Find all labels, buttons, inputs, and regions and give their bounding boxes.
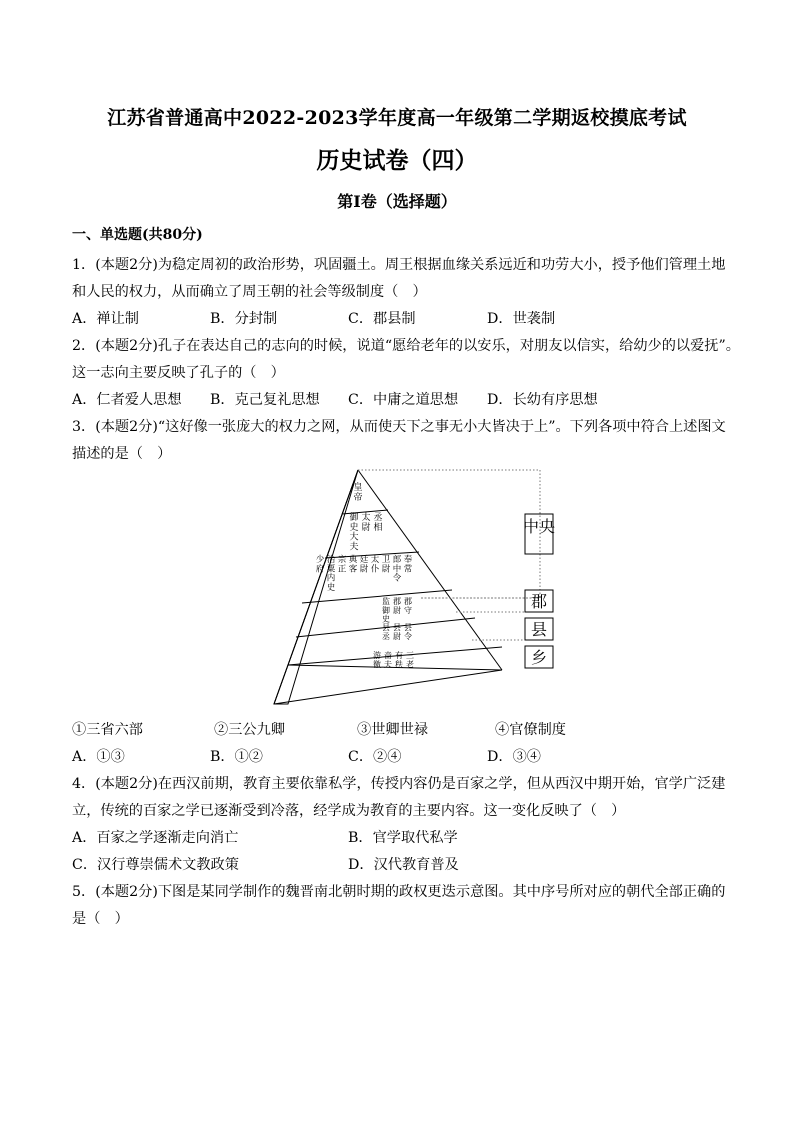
question-5-line-2: 是（ ）	[72, 911, 129, 927]
office-tier3-1: 郡尉	[393, 597, 401, 615]
question-2-line-1: 2．(本题2分)孔子在表达自己的志向的时候，说道“愿给老年的以安乐，对朋友以信实，给幼少的以爱抚”。	[72, 338, 740, 354]
office-tier5-3: 游徼	[373, 651, 381, 669]
office-tier2-3: 太仆	[370, 555, 380, 575]
question-2-option-c[interactable]: C．中庸之道思想	[348, 392, 459, 408]
label-county: 县	[530, 620, 548, 639]
section-heading: 一、单选题(共80分)	[72, 227, 203, 243]
office-tier2-2: 卫尉	[381, 555, 391, 575]
office-tier2-4: 廷尉	[359, 555, 369, 575]
question-2-line-2: 这一志向主要反映了孔子的（ ）	[72, 365, 285, 381]
exam-title: 江苏省普通高中2022-2023学年度高一年级第二学期返校摸底考试	[107, 107, 687, 129]
pyramid-office-titles	[316, 481, 414, 669]
office-tier2-8: 少府	[315, 555, 325, 575]
question-3-option-b[interactable]: B．①②	[210, 749, 263, 765]
label-central: 中央	[522, 517, 556, 536]
question-4-line-2: 立，传统的百家之学已逐渐受到冷落，经学成为教育的主要内容。这一变化反映了（ ）	[72, 803, 626, 819]
question-3-statement-3: ③世卿世禄	[357, 722, 428, 738]
office-tier4-1: 县尉	[393, 623, 401, 641]
question-1-line-1: 1．(本题2分)为稳定周初的政治形势，巩固疆土。周王根据血缘关系远近和功劳大小，授予他们管理土地	[72, 257, 726, 273]
office-emperor: 皇帝	[353, 483, 363, 503]
question-3-statement-4: ④官僚制度	[495, 722, 566, 738]
office-tier2-6: 宗正	[337, 555, 347, 575]
question-2-option-d[interactable]: D．长幼有序思想	[487, 392, 598, 408]
office-tier4-2: 县丞	[382, 623, 390, 641]
office-tier3-2: 监御史	[382, 597, 390, 624]
office-tier2-0: 奉常	[403, 555, 413, 575]
paper-part: 第Ⅰ卷（选择题）	[337, 192, 457, 211]
office-tier1-2: 御史大夫	[349, 513, 359, 553]
office-tier2-1: 郎中令	[392, 555, 402, 584]
question-3-option-a[interactable]: A．①③	[72, 749, 125, 765]
question-4-option-a[interactable]: A．百家之学逐渐走向消亡	[72, 830, 239, 846]
office-tier1-0: 丞相	[373, 513, 383, 533]
question-1-line-2: 和人民的权力，从而确立了周王朝的社会等级制度（ ）	[72, 284, 427, 300]
paper-subject: 历史试卷（四）	[316, 147, 478, 174]
question-1-option-c[interactable]: C．郡县制	[348, 311, 416, 327]
question-4-line-1: 4．(本题2分)在西汉前期，教育主要依靠私学，传授内容仍是百家之学，但从西汉中期开始，官学广泛建	[72, 776, 726, 792]
question-1-option-a[interactable]: A．禅让制	[72, 311, 139, 327]
office-tier2-7: 治粟内史	[326, 555, 336, 593]
office-tier5-2: 啬夫	[384, 651, 392, 669]
question-4-option-d[interactable]: D．汉代教育普及	[348, 857, 459, 873]
question-4-option-b[interactable]: B．官学取代私学	[348, 830, 458, 846]
question-3-line-2: 描述的是（ ）	[72, 446, 172, 462]
question-3-line-1: 3．(本题2分)“这好像一张庞大的权力之网，从而使天下之事无小大皆决于上”。下列各项中符合上述图文	[72, 419, 726, 435]
question-2-option-b[interactable]: B．克己复礼思想	[210, 392, 320, 408]
office-tier1-1: 太尉	[361, 513, 371, 533]
office-tier2-5: 典客	[348, 555, 358, 575]
office-tier3-0: 郡守	[404, 597, 412, 615]
question-4-option-c[interactable]: C．汉行尊崇儒术文教政策	[72, 857, 239, 873]
question-2-option-a[interactable]: A．仁者爱人思想	[72, 392, 182, 408]
office-tier4-0: 县令	[404, 623, 412, 641]
question-5-line-1: 5．(本题2分)下图是某同学制作的魏晋南北朝时期的政权更迭示意图。其中序号所对应的朝代全部正确的	[72, 884, 726, 900]
office-tier5-1: 有秩	[395, 651, 403, 669]
label-commandery: 郡	[530, 592, 548, 611]
question-3-option-c[interactable]: C．②④	[348, 749, 402, 765]
question-3-option-d[interactable]: D．③④	[487, 749, 541, 765]
office-tier5-0: 三老	[406, 651, 414, 669]
label-township: 乡	[530, 648, 548, 667]
question-1-option-d[interactable]: D．世袭制	[487, 311, 556, 327]
question-3-statement-2: ②三公九卿	[214, 722, 285, 738]
question-3-statement-1: ①三省六部	[72, 722, 143, 738]
question-1-option-b[interactable]: B．分封制	[210, 311, 278, 327]
bureaucracy-pyramid-figure	[240, 462, 560, 712]
